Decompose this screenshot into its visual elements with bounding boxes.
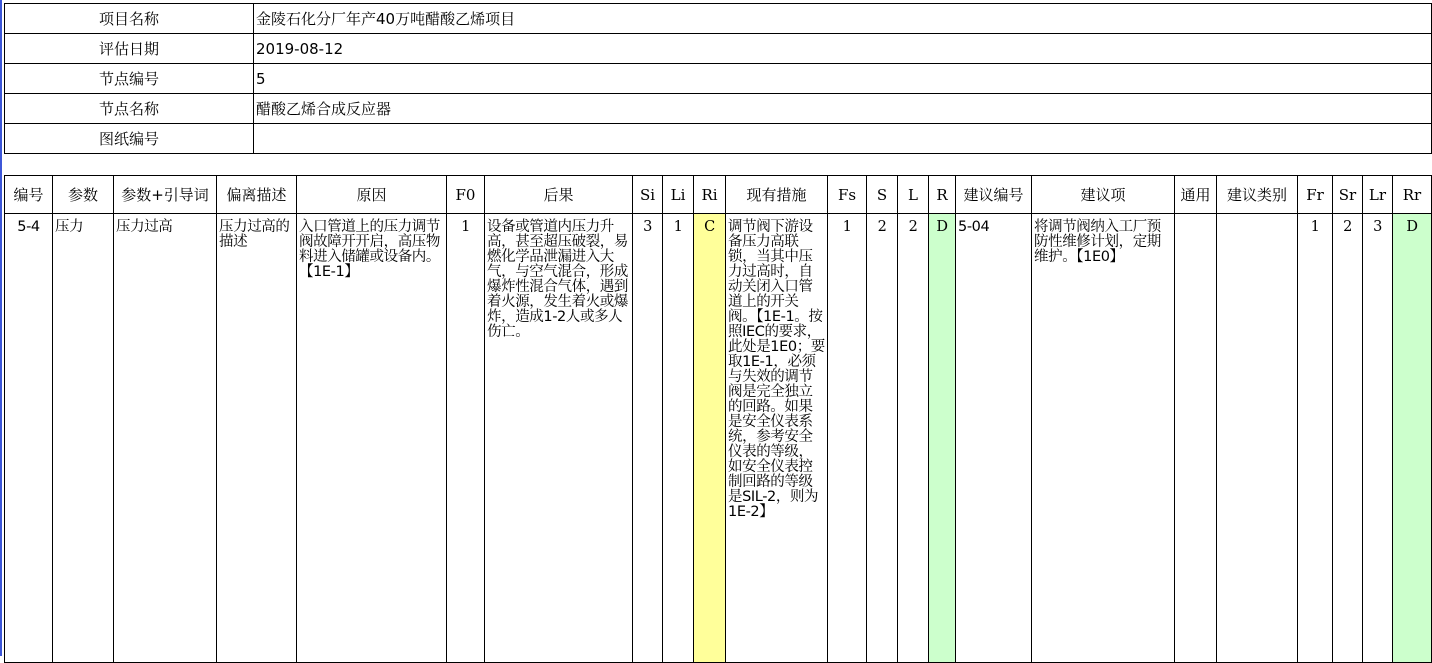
col-header-f0[interactable]: F0 <box>447 176 485 214</box>
col-header-fr[interactable]: Fr <box>1298 176 1333 214</box>
cell-ri[interactable]: C <box>694 214 726 663</box>
cell-consequence[interactable]: 设备或管道内压力升高，甚至超压破裂，易燃化学品泄漏进入大气，与空气混合，形成爆炸性混合气体，遇到着火源，发生着火或爆炸，造成1-2人或多人伤亡。 <box>485 214 633 663</box>
col-header-l[interactable]: L <box>898 176 929 214</box>
node-number-row <box>5 64 1432 94</box>
project-name-row <box>5 4 1432 34</box>
assessment-date-value[interactable]: 2019-08-12 <box>254 34 1432 64</box>
cell-sr[interactable]: 2 <box>1333 214 1363 663</box>
col-header-fs[interactable]: Fs <box>828 176 867 214</box>
col-header-lr[interactable]: Lr <box>1363 176 1393 214</box>
col-header-s[interactable]: S <box>867 176 898 214</box>
col-header-general[interactable]: 通用 <box>1175 176 1217 214</box>
cell-li[interactable]: 1 <box>663 214 694 663</box>
cell-general[interactable] <box>1175 214 1217 663</box>
col-header-ri[interactable]: Ri <box>694 176 726 214</box>
drawing-number-value[interactable] <box>254 124 1432 154</box>
col-header-param-guide[interactable]: 参数+引导词 <box>114 176 217 214</box>
node-name-row <box>5 94 1432 124</box>
cell-rr[interactable]: D <box>1393 214 1432 663</box>
col-header-si[interactable]: Si <box>633 176 663 214</box>
col-header-rec-no[interactable]: 建议编号 <box>956 176 1032 214</box>
node-number-label: 节点编号 <box>5 64 254 94</box>
assessment-date-row <box>5 34 1432 64</box>
cell-measures[interactable]: 调节阀下游设备压力高联锁，当其中压力过高时，自动关闭入口管道上的开关阀。【1E-1。按照IEC的要求，此处是1E0；要取1E-1，必须与失效的调节阀是完全独立的回路。如果是安全仪表系统，参考安全仪表的等级，如安全仪表控制回路的等级是SIL-2，则为1E-2】 <box>726 214 828 663</box>
col-header-rec-type[interactable]: 建议类别 <box>1217 176 1298 214</box>
cell-fr[interactable]: 1 <box>1298 214 1333 663</box>
cell-no[interactable]: 5-4 <box>5 214 53 663</box>
cell-lr[interactable]: 3 <box>1363 214 1393 663</box>
cell-s[interactable]: 2 <box>867 214 898 663</box>
cell-deviation[interactable]: 压力过高的描述 <box>217 214 297 663</box>
cell-cause[interactable]: 入口管道上的压力调节阀故障开开启，高压物料进入储罐或设备内。【1E-1】 <box>297 214 447 663</box>
cell-param-guide[interactable]: 压力过高 <box>114 214 217 663</box>
header-row <box>5 176 1432 214</box>
drawing-number-label: 图纸编号 <box>5 124 254 154</box>
node-name-label: 节点名称 <box>5 94 254 124</box>
cell-r[interactable]: D <box>929 214 956 663</box>
project-name-label: 项目名称 <box>5 4 254 34</box>
col-header-li[interactable]: Li <box>663 176 694 214</box>
col-header-consequence[interactable]: 后果 <box>485 176 633 214</box>
col-header-sr[interactable]: Sr <box>1333 176 1363 214</box>
node-number-value[interactable]: 5 <box>254 64 1432 94</box>
col-header-no[interactable]: 编号 <box>5 176 53 214</box>
cell-rec-type[interactable] <box>1217 214 1298 663</box>
drawing-number-row <box>5 124 1432 154</box>
cell-rec[interactable]: 将调节阀纳入工厂预防性维修计划，定期维护。【1E0】 <box>1032 214 1175 663</box>
table-row <box>5 214 1432 663</box>
cell-l[interactable]: 2 <box>898 214 929 663</box>
cell-si[interactable]: 3 <box>633 214 663 663</box>
col-header-rr[interactable]: Rr <box>1393 176 1432 214</box>
col-header-cause[interactable]: 原因 <box>297 176 447 214</box>
node-name-value[interactable]: 醋酸乙烯合成反应器 <box>254 94 1432 124</box>
cell-param[interactable]: 压力 <box>53 214 114 663</box>
project-info-table <box>4 3 1432 154</box>
cell-rec-no[interactable]: 5-04 <box>956 214 1032 663</box>
col-header-measures[interactable]: 现有措施 <box>726 176 828 214</box>
col-header-r[interactable]: R <box>929 176 956 214</box>
col-header-param[interactable]: 参数 <box>53 176 114 214</box>
col-header-rec[interactable]: 建议项 <box>1032 176 1175 214</box>
cell-f0[interactable]: 1 <box>447 214 485 663</box>
cell-fs[interactable]: 1 <box>828 214 867 663</box>
project-name-value[interactable]: 金陵石化分厂年产40万吨醋酸乙烯项目 <box>254 4 1432 34</box>
hazop-worksheet-table <box>4 175 1432 663</box>
col-header-deviation[interactable]: 偏离描述 <box>217 176 297 214</box>
assessment-date-label: 评估日期 <box>5 34 254 64</box>
